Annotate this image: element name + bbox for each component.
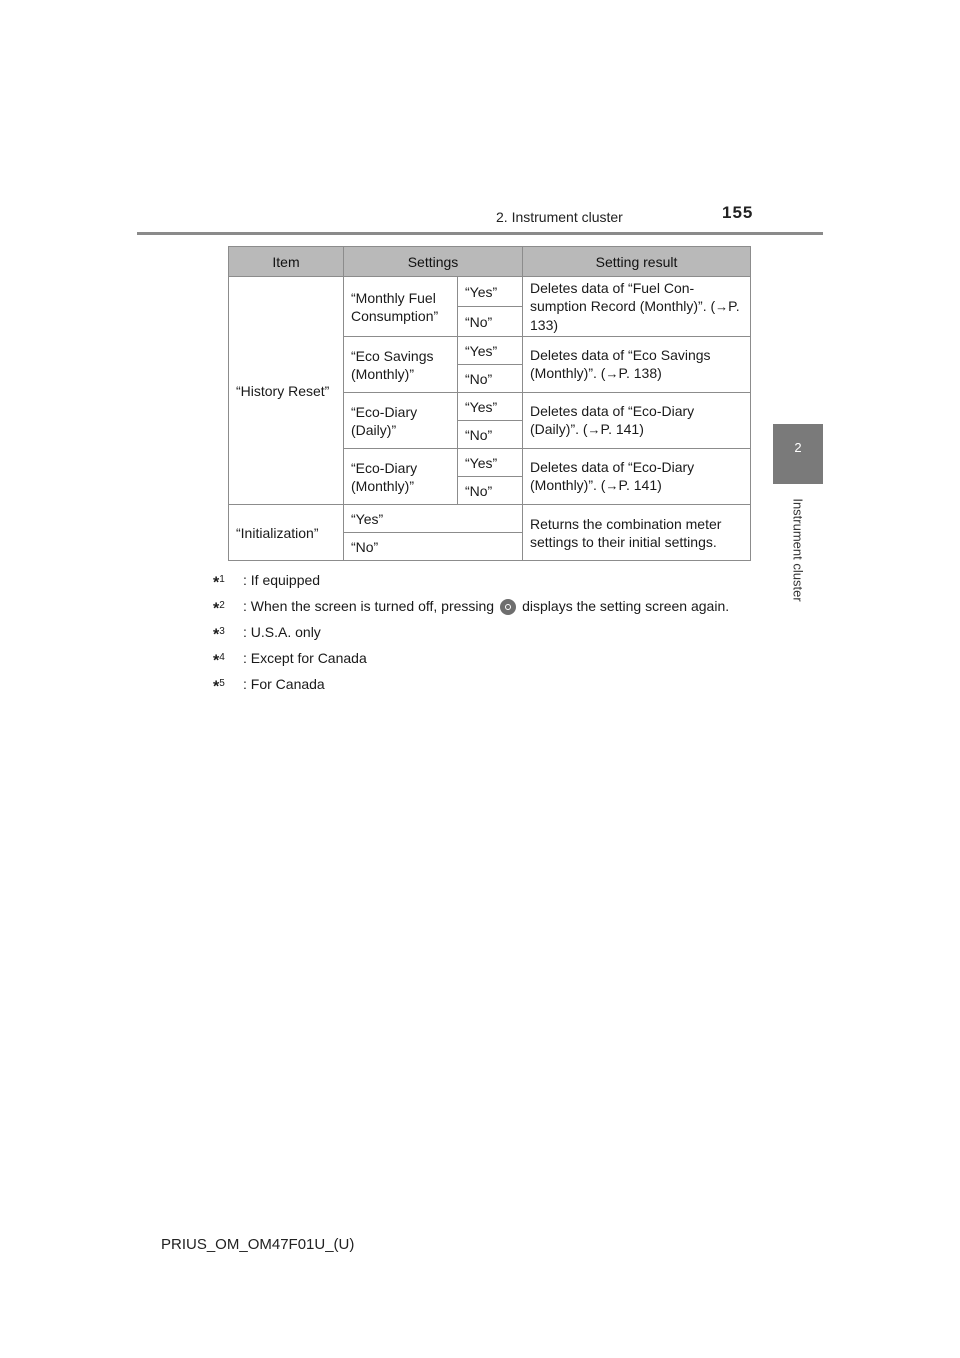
footnote-3 <box>213 622 751 642</box>
footnote-number: 3 <box>219 626 225 637</box>
footnote-4 <box>213 648 751 668</box>
asterisk: * <box>213 574 220 592</box>
setting-eco-savings: “Eco Savings (Monthly)” <box>344 337 458 393</box>
column-header-settings: Settings <box>344 247 523 277</box>
right-arrow-icon: → <box>587 422 601 437</box>
settings-table <box>228 246 751 561</box>
footnote-number: 4 <box>219 652 225 663</box>
option-no: “No” <box>458 365 523 393</box>
footnote-number: 1 <box>219 574 225 585</box>
page-ref: P. 138) <box>618 365 662 381</box>
footnote-number: 5 <box>219 678 225 689</box>
footnote-5 <box>213 674 751 694</box>
history-reset-item: “History Reset” <box>229 277 344 505</box>
result-initialization: Returns the combination meter settings to their initial settings. <box>523 505 751 561</box>
chapter-tab-number: 2 <box>794 440 802 455</box>
right-arrow-icon: → <box>605 366 619 381</box>
result-text: Deletes data of “Eco Savings (Monthly)”. ( <box>530 347 711 381</box>
result-eco-diary-monthly <box>523 449 751 505</box>
right-arrow-icon: → <box>715 299 729 314</box>
asterisk: * <box>213 626 220 644</box>
result-monthly-fuel <box>523 277 751 337</box>
header-rule <box>137 232 823 235</box>
footnote-1 <box>213 570 751 590</box>
asterisk: * <box>213 678 220 696</box>
column-header-item: Item <box>229 247 344 277</box>
footnote-text-cont: displays the setting screen again. <box>522 598 730 614</box>
result-text: Deletes data of “Eco-Diary (Monthly)”. ( <box>530 459 695 493</box>
option-yes: “Yes” <box>458 449 523 477</box>
asterisk: * <box>213 600 220 618</box>
header-section-title: 2. Instrument cluster <box>496 209 623 225</box>
initialization-item: “Initialization” <box>229 505 344 561</box>
result-eco-diary-daily <box>523 393 751 449</box>
right-arrow-icon: → <box>605 478 619 493</box>
result-text: Deletes data of “Fuel Con-sumption Record (Monthly)”. ( <box>530 280 716 314</box>
option-no: “No” <box>344 533 523 561</box>
footnote-text: : U.S.A. only <box>243 624 321 640</box>
display-button-icon <box>500 599 516 615</box>
page-ref: P. 141) <box>618 477 662 493</box>
option-yes: “Yes” <box>458 337 523 365</box>
option-yes: “Yes” <box>458 393 523 421</box>
footnote-text: : If equipped <box>243 572 321 588</box>
document-code: PRIUS_OM_OM47F01U_(U) <box>161 1236 355 1253</box>
chapter-side-label-text: Instrument cluster <box>790 498 806 602</box>
option-no: “No” <box>458 307 523 337</box>
chapter-side-label <box>790 490 806 610</box>
table-row <box>229 277 751 307</box>
footnote-number: 2 <box>219 600 225 611</box>
column-header-result: Setting result <box>523 247 751 277</box>
page-ref: P. 141) <box>600 421 644 437</box>
footnote-text: : Except for Canada <box>243 650 367 666</box>
result-text: Deletes data of “Eco-Diary (Daily)”. ( <box>530 403 695 437</box>
table-header-row <box>229 247 751 277</box>
setting-eco-diary-monthly: “Eco-Diary (Monthly)” <box>344 449 458 505</box>
option-no: “No” <box>458 421 523 449</box>
footnotes <box>213 570 751 700</box>
footnote-text: : For Canada <box>243 676 325 692</box>
page-ref: P. 133) <box>530 298 740 333</box>
option-yes: “Yes” <box>458 277 523 307</box>
footnote-2 <box>213 596 751 616</box>
result-eco-savings <box>523 337 751 393</box>
option-yes: “Yes” <box>344 505 523 533</box>
setting-eco-diary-daily: “Eco-Diary (Daily)” <box>344 393 458 449</box>
asterisk: * <box>213 652 220 670</box>
table-row <box>229 505 751 533</box>
page-number: 155 <box>722 203 754 222</box>
option-no: “No” <box>458 477 523 505</box>
footnote-text: : When the screen is turned off, pressing <box>243 598 495 614</box>
chapter-tab[interactable] <box>773 424 823 484</box>
setting-monthly-fuel: “Monthly Fuel Consumption” <box>344 277 458 337</box>
